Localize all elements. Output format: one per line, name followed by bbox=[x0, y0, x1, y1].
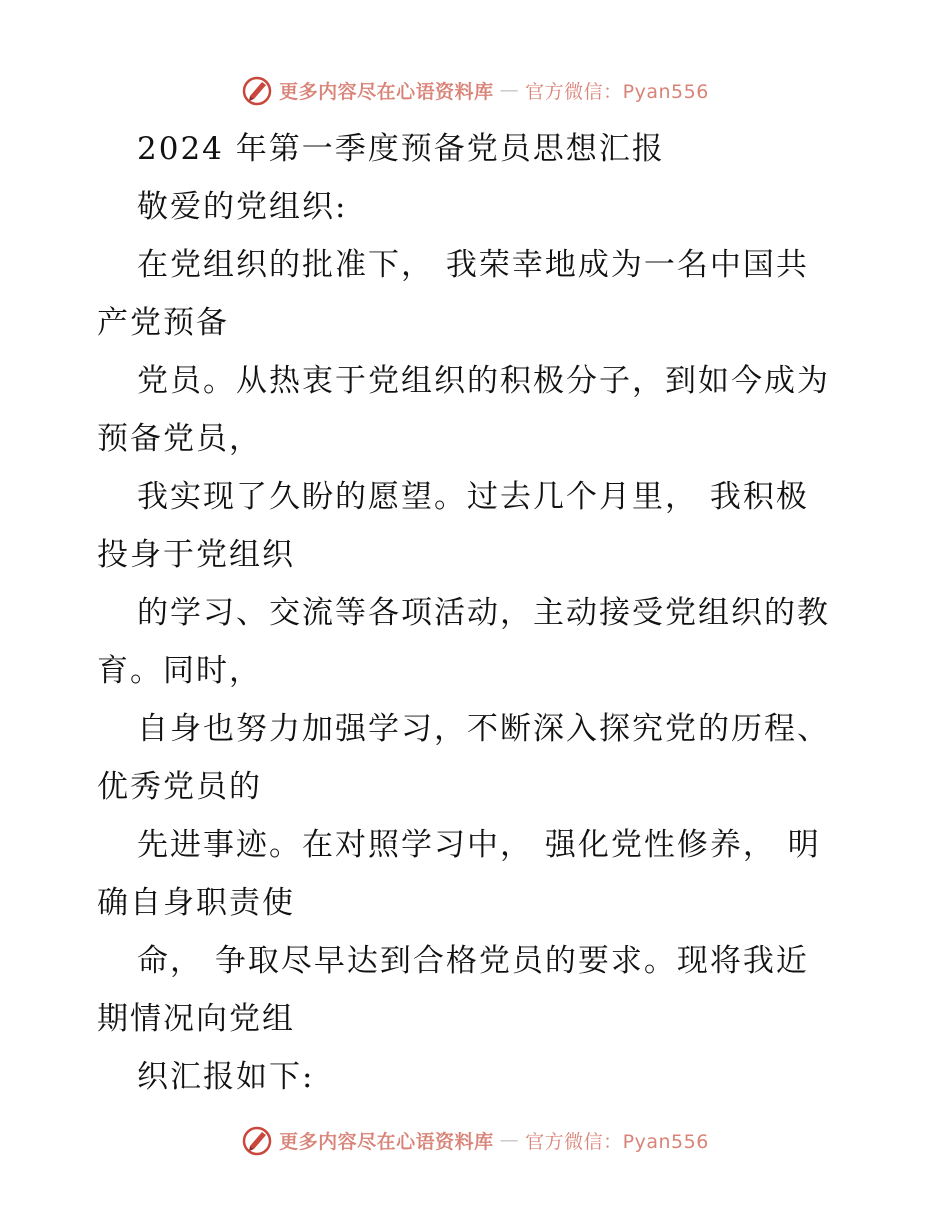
body-line: 投身于党组织 bbox=[97, 537, 295, 573]
body-line: 确自身职责使 bbox=[97, 885, 295, 921]
body-line: 我实现了久盼的愿望。过去几个月里， 我积极 bbox=[137, 479, 809, 515]
pen-seal-icon bbox=[241, 74, 273, 106]
body-line: 自身也努力加强学习，不断深入探究党的历程、 bbox=[137, 711, 830, 747]
body-line: 织汇报如下: bbox=[137, 1059, 315, 1095]
document-title: 2024 年第一季度预备党员思想汇报 bbox=[137, 131, 665, 167]
body-line: 产党预备 bbox=[97, 305, 229, 341]
body-line: 党员。从热衷于党组织的积极分子，到如今成为 bbox=[137, 363, 830, 399]
watermark-separator: — bbox=[499, 79, 520, 101]
body-line: 优秀党员的 bbox=[97, 769, 262, 805]
salutation: 敬爱的党组织: bbox=[137, 189, 348, 225]
body-line: 的学习、交流等各项活动，主动接受党组织的教 bbox=[137, 595, 830, 631]
pen-seal-icon bbox=[241, 1124, 273, 1156]
body-line: 在党组织的批准下， 我荣幸地成为一名中国共 bbox=[137, 247, 809, 283]
body-line: 命， 争取尽早达到合格党员的要求。现将我近 bbox=[137, 943, 809, 979]
watermark-contact: 官方微信：Pyan556 bbox=[525, 80, 709, 103]
body-line: 先进事迹。在对照学习中， 强化党性修养， 明 bbox=[137, 827, 821, 863]
document-body bbox=[97, 120, 867, 1106]
body-line: 期情况向党组 bbox=[97, 1001, 295, 1037]
footer-watermark bbox=[0, 1124, 950, 1156]
body-line: 预备党员， bbox=[97, 421, 262, 457]
body-line: 育。同时， bbox=[97, 653, 262, 689]
watermark-separator: — bbox=[499, 1129, 520, 1151]
header-watermark bbox=[0, 74, 950, 106]
watermark-contact: 官方微信：Pyan556 bbox=[525, 1130, 709, 1153]
watermark-text: 更多内容尽在心语资料库 bbox=[279, 80, 494, 103]
watermark-text: 更多内容尽在心语资料库 bbox=[279, 1130, 494, 1153]
